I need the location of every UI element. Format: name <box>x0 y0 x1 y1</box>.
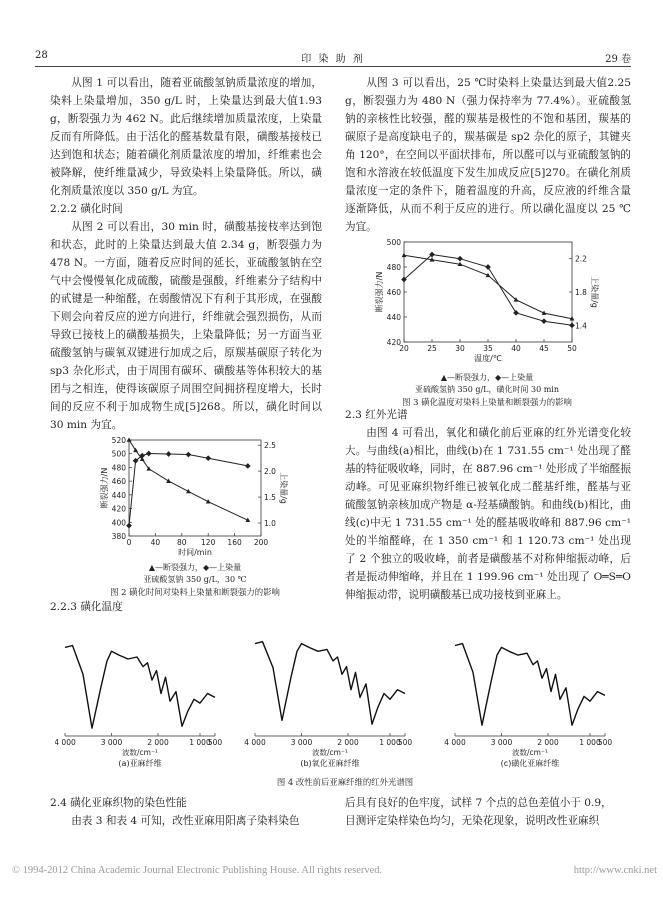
y-tick-label: 420 <box>386 338 401 347</box>
x-tick-label: 3 000 <box>100 738 123 747</box>
x-tick-label: 1 000 <box>379 738 401 747</box>
x-tick-label: 1 000 <box>189 738 211 747</box>
y-tick-label: 500 <box>386 238 401 247</box>
y-tick-label: 400 <box>111 518 126 528</box>
x-axis-label: 温度/℃ <box>474 354 502 363</box>
x-tick-label: 20 <box>399 344 409 353</box>
right-column-footer-text <box>345 794 631 830</box>
paragraph: 从图 3 可以看出，25 ℃时染料上染量达到最大值2.25 g，断裂强力为 480 N（强力保持率为 77.4%）。亚硫酸氢钠的亲核性比较强，醛的羰基是极性的不饱和基团，羰基的碳原子是高度缺电子的，羰基碳是 sp2 杂化的原子，其键夹角 120°，在空间以平面状排布，所以醛可以与亚硫酸氢钠的饱和水溶液在较低温度下发生加成反应[5]270。在磺化剂质量浓度一定的条件下，随着温度的升高，反应液的纤维含量逐渐降低，从而不利于反应的进行。所以磺化温度以 25 ℃为宜。 <box>345 77 631 233</box>
figure-3-caption: 图 3 磺化温度对染料上染量和断裂强力的影响 <box>402 397 572 407</box>
section-heading: 2.2.2 磺化时间 <box>50 203 123 215</box>
y-tick-label: 480 <box>386 263 401 272</box>
left-column <box>50 74 322 434</box>
right-column-bottom <box>345 406 631 604</box>
paragraph: 由表 3 和表 4 可知，改性亚麻用阳离子染料染色 <box>71 815 300 827</box>
x-axis-label: 波数/cm⁻¹ <box>122 748 158 757</box>
y2-axis-label: 上染量/g <box>279 472 288 504</box>
y2-tick-label: 2.0 <box>264 467 276 477</box>
figure-3-legend: ▲—断裂强力，◆—上染量 <box>440 373 534 382</box>
figure-2-caption: 图 2 磺化时间对染料上染量和断裂强力的影响 <box>110 587 280 597</box>
section-heading: 2.2.3 磺化温度 <box>50 601 123 613</box>
x-tick-label: 80 <box>177 538 187 547</box>
data-point-diamond <box>166 451 172 457</box>
left-column-bottom <box>50 794 322 830</box>
page-footer <box>0 865 663 881</box>
y2-axis-label: 上染量/g <box>590 276 599 308</box>
y-tick-label: 440 <box>386 313 401 322</box>
data-point-diamond <box>457 256 463 262</box>
x-tick-label: 500 <box>207 738 223 747</box>
paragraph: 从图 2 可以看出，30 min 时，磺酸基接枝率达到饱和状态，此时的上染量达到最大值 2.34 g，断裂强力为 478 N。一方面，随着反应时间的延长，亚硫酸氢钠在空气中会慢慢氧化成硫酸，硫酸是强酸，纤维素分子结构中的甙键是一种缩醛，在弱酸情况下有利于其形成，在强酸下则会向着反应的逆方向进行，纤维就会强烈损伤，从而导致已接枝上的磺酸基损失，上染量降低；另一方面当亚硫酸氢钠与碳氧双键进行加成之后，原羰基碳原子转化为 sp3 杂化形式，由于周围有碳环、磺酸基等体积较大的基团与之相连，使得该碳原子周围空间拥挤程度增大，长时间的反应不利于加成物生成[5]268。所以，磺化时间以 30 min 为宜。 <box>50 221 322 431</box>
panel-label: (b)氧化亚麻纤维 <box>300 759 360 768</box>
data-point-triangle <box>402 253 407 257</box>
ir-spectrum-curve <box>255 642 405 725</box>
y-tick-label: 480 <box>111 463 126 473</box>
x-tick-label: 500 <box>397 738 413 747</box>
y-tick-label: 520 <box>111 436 126 445</box>
y2-tick-label: 1.0 <box>264 519 276 529</box>
panel-label: (a)亚麻纤维 <box>118 759 162 768</box>
x-tick-label: 30 <box>455 344 465 353</box>
page-number-left: 28 <box>35 50 48 61</box>
y-tick-label: 440 <box>111 490 126 500</box>
paragraph-line: 目测评定染样染色均匀，无染花现象，说明改性亚麻织 <box>345 815 600 827</box>
y2-tick-label: 1.8 <box>575 288 587 297</box>
data-point-diamond <box>186 452 192 458</box>
x-tick-label: 35 <box>483 344 493 353</box>
data-point-triangle <box>166 479 171 483</box>
y-tick-label: 420 <box>111 504 126 514</box>
figure-3-chart <box>362 236 612 368</box>
x-tick-label: 4 000 <box>244 738 266 747</box>
x-tick-label: 160 <box>227 538 242 547</box>
x-tick-label: 500 <box>597 738 613 747</box>
paragraph-line: 后具有良好的色牢度，试样 7 个点的总色差值小于 0.9， <box>345 797 612 809</box>
heading-223-block <box>50 598 322 616</box>
data-point-triangle <box>127 437 132 441</box>
x-tick-label: 40 <box>150 538 161 547</box>
x-axis-label: 波数/cm⁻¹ <box>312 748 348 757</box>
y-tick-label: 460 <box>111 477 126 487</box>
x-tick-label: 0 <box>126 538 132 547</box>
y-axis-label: 断裂强力/N <box>375 271 384 313</box>
website-link[interactable]: http://www.cnki.net <box>573 865 657 876</box>
x-tick-label: 40 <box>511 344 521 353</box>
x-tick-label: 3 000 <box>490 738 513 747</box>
ir-spectrum-curve <box>455 644 605 726</box>
y2-tick-label: 1.5 <box>264 493 276 503</box>
data-point-diamond <box>146 451 152 457</box>
data-point-diamond <box>513 310 519 316</box>
x-tick-label: 2 000 <box>537 738 559 747</box>
journal-name: 印 染 助 剂 <box>301 54 365 65</box>
y2-tick-label: 1.4 <box>575 321 587 331</box>
figure-2-conditions: 亚硫酸氢钠 350 g/L，30 ℃ <box>143 575 247 584</box>
data-point-diamond <box>126 523 132 529</box>
ir-spectrum-curve <box>65 646 215 729</box>
figure-2-chart <box>95 434 295 558</box>
y-tick-label: 380 <box>111 532 126 541</box>
x-tick-label: 2 000 <box>147 738 169 747</box>
figure-4-spectra <box>55 620 635 772</box>
x-axis-label: 时间/min <box>178 548 212 557</box>
page-header <box>35 50 631 67</box>
figure-2 <box>95 434 295 597</box>
x-tick-label: 120 <box>201 538 216 547</box>
section-heading: 2.4 磺化亚麻织物的染色性能 <box>50 797 187 809</box>
x-tick-label: 45 <box>539 344 549 353</box>
section-heading: 2.3 红外光谱 <box>345 409 408 421</box>
figure-4 <box>55 620 635 788</box>
y2-tick-label: 2.2 <box>575 254 587 264</box>
x-axis-label: 波数/cm⁻¹ <box>512 748 548 757</box>
copyright-text: © 1994-2012 China Academic Journal Electronic Publishing House. All rights reserved. <box>12 865 383 876</box>
paragraph: 由图 4 可看出，氧化和磺化前后亚麻的红外光谱变化较大。与曲线(a)相比，曲线(b)在 1 731.55 cm⁻¹ 处出现了醛基的特征吸收峰，同时，在 887.96 cm⁻¹ 处形成了半缩醛振动峰。可见亚麻织物纤维已被氧化成二醛基纤维，醛基与亚硫酸氢钠亲核加成产物是 α-羟基磺酸钠。和曲线(b)相比，曲线(c)中无 1 731.55 cm⁻¹ 处的醛基吸收峰和 887.96 cm⁻¹ 处的半缩醛峰，在 1 350 cm⁻¹ 和 1 120.73 cm⁻¹ 处出现了 2 个独立的吸收峰，前者是磺酸基不对称伸缩振动峰，后者是振动伸缩峰，并且在 1 199.96 cm⁻¹ 处出现了 O═S═O 伸缩振动带，说明磺酸基已成功接枝到亚麻上。 <box>345 427 631 601</box>
y-tick-label: 500 <box>111 449 126 459</box>
x-tick-label: 4 000 <box>55 738 76 747</box>
x-tick-label: 3 000 <box>290 738 313 747</box>
figure-3-conditions: 亚硫酸氢钠 350 g/L，磺化时间 30 min <box>414 385 560 394</box>
y-axis-label: 断裂强力/N <box>100 467 109 509</box>
figure-2-legend: ▲—断裂强力，◆—上染量 <box>148 563 242 572</box>
panel-label: (c)磺化亚麻纤维 <box>500 759 560 768</box>
data-point-diamond <box>245 463 251 469</box>
paragraph: 从图 1 可以看出，随着亚硫酸氢钠质量浓度的增加，染料上染量增加，350 g/L 时，上染量达到最大值1.93 g，断裂强力为 462 N。此后继续增加质量浓度，上染量反而有所降低。由于活化的醛基数量有限，磺酸基接枝已达到饱和状态；随着磺化剂质量浓度的增加，纤维素也会被降解，使纤维量减少，导致染料上染量降低。所以，磺化剂质量浓度以 350 g/L 为宜。 <box>50 77 322 197</box>
right-column-top <box>345 74 631 236</box>
y-tick-label: 460 <box>386 288 401 297</box>
x-tick-label: 200 <box>253 538 269 547</box>
x-tick-label: 50 <box>567 344 577 353</box>
data-point-diamond <box>485 264 491 270</box>
figure-3 <box>362 236 612 406</box>
data-point-diamond <box>569 323 575 329</box>
x-tick-label: 2 000 <box>337 738 359 747</box>
data-point-diamond <box>541 318 547 324</box>
figure-4-caption: 图 4 改性前后亚麻纤维的红外光谱图 <box>276 777 414 787</box>
volume-label: 29 卷 <box>605 54 631 65</box>
x-tick-label: 4 000 <box>444 738 466 747</box>
y2-tick-label: 2.5 <box>264 441 276 451</box>
x-tick-label: 1 000 <box>579 738 601 747</box>
x-tick-label: 25 <box>427 344 437 353</box>
data-point-diamond <box>205 455 211 461</box>
